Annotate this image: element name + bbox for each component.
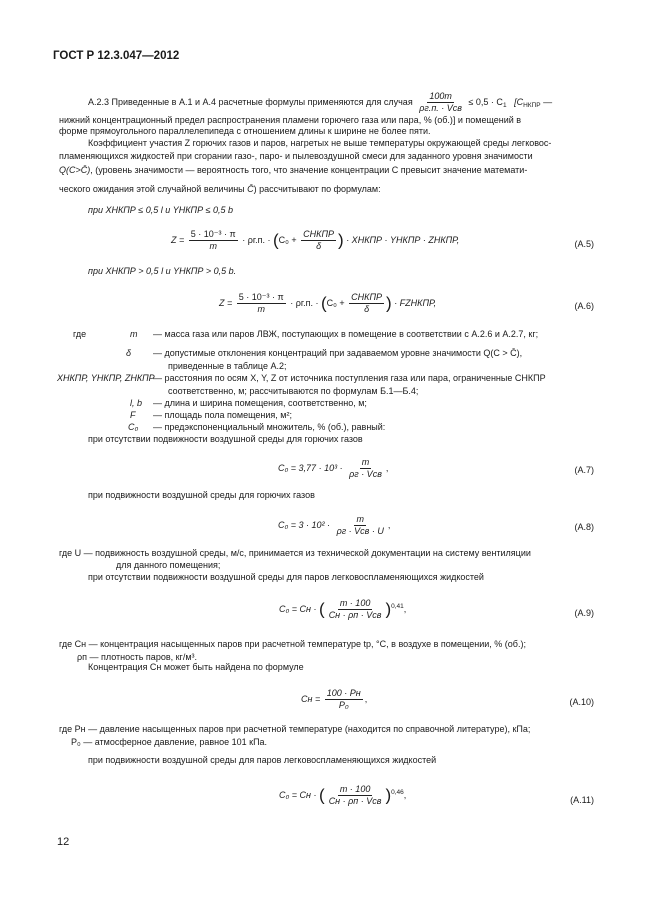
def-sym-xyz: XНКПР, YНКПР, ZНКПР [57, 373, 155, 383]
para2-line4 [59, 184, 381, 194]
conc-text: Концентрация Cн может быть найдена по формуле [88, 662, 304, 672]
eq6-label: (А.6) [574, 301, 594, 311]
equation-a8 [278, 514, 390, 537]
def-where: где [73, 329, 87, 339]
eq6-inner-num: CНКПР [351, 292, 382, 302]
cond-vap-move: при подвижности воздушной среды для паров легковоспламеняющихся жидкостей [88, 755, 437, 765]
page-number: 12 [57, 836, 70, 848]
eq10-num: 100 · Pн [326, 688, 361, 698]
para2-line2: пламеняющихся жидкостей при сгорании газо-, паро- и пылевоздушной смеси для заданного уровня значимости [59, 151, 533, 161]
significance-level: Q(C>C̄) [59, 165, 91, 175]
eq5-num: 5 · 10⁻³ · π [190, 229, 236, 239]
equation-a10 [301, 688, 367, 711]
eq11-den: Cн · ρп · Vсв [328, 796, 382, 806]
def-cn-1: где Cн — концентрация насыщенных паров при расчетной температуре tр, °С, в воздухе в помещении, % (об.); [59, 639, 526, 649]
eq8-label: (А.8) [574, 522, 594, 532]
eq6-mid: · ρг.п. · [290, 297, 319, 308]
def-text-f: — площадь пола помещения, м²; [153, 410, 292, 420]
para1-line1: А.2.3 Приведенные в А.1 и А.4 расчетные формулы применяются для случая $\frac{100m}{\text{ρг.п. · Vсв}}$ ≤ $0,5 \cdot C_1$ [$C_{НКПР}$ — [88, 91, 553, 113]
condition-1: при XНКПР ≤ 0,5 l и YНКПР ≤ 0,5 b [88, 205, 234, 215]
para1-line3: форме прямоугольного параллелепипеда с отношением длины к ширине не более пяти. [59, 126, 431, 136]
mean-symbol: C̄ [247, 184, 254, 194]
eq9-den: Cн · ρп · Vсв [328, 610, 382, 620]
eq11-fraction [327, 784, 384, 807]
eq5-label: (А.5) [574, 239, 594, 249]
eq6-inner-den: δ [364, 304, 370, 314]
def-text-lb: — длина и ширина помещения, соответственно, м; [153, 398, 367, 408]
eq8-den: ρг · Vсв · U [336, 526, 384, 536]
def-text-m: — масса газа или паров ЛВЖ, поступающих в помещение в соответствии с А.2.6 и А.2.7, кг; [153, 329, 539, 339]
para2-line1: Коэффициент участия Z горючих газов и паров, нагретых не выше температуры окружающей среды легковос- [88, 138, 552, 148]
eq5-inner-den: δ [316, 241, 322, 251]
eq7-den: ρг · Vсв [349, 469, 382, 479]
eq6-tail: · FZНКПР, [394, 297, 437, 308]
condition-fraction [417, 91, 464, 114]
eq9-num: m · 100 [339, 598, 371, 608]
eq5-inner-fraction [301, 229, 336, 252]
condition-2: при XНКПР > 0,5 l и YНКПР > 0,5 b. [88, 266, 237, 276]
condition-tail-sub: НКПР [523, 101, 541, 109]
document-header: ГОСТ Р 12.3.047—2012 [53, 50, 180, 62]
eq7-num: m [361, 457, 370, 467]
eq5-tail: · XНКПР · YНКПР · ZНКПР, [346, 234, 460, 245]
condition-denominator: ρг.п. · Vсв [419, 103, 462, 113]
def-text-delta: — допустимые отклонения концентраций при задаваемом уровне значимости Q(C > C̄), [153, 348, 523, 358]
eq11-exponent: 0,46 [391, 788, 404, 796]
eq6-fraction [237, 292, 286, 315]
def-text-xyz-2: соответственно, м; рассчитываются по формулам Б.1—Б.4; [168, 386, 419, 396]
para2-line4-end: ) рассчитывают по формулам: [253, 184, 381, 194]
eq11-num: m · 100 [339, 784, 371, 794]
eq9-tail: , [403, 603, 407, 614]
def-sym-f: F [130, 410, 136, 420]
eq7-fraction [347, 457, 384, 480]
def-text-c0: — предэкспоненциальный множитель, % (об.), равный: [153, 422, 386, 432]
eq10-den: P₀ [338, 700, 349, 710]
eq9-lhs: C₀ = Cн · [279, 603, 317, 614]
eq9-label: (А.9) [574, 608, 594, 618]
def-text-delta-2: приведенные в таблице А.2; [168, 361, 287, 371]
eq6-den: m [257, 304, 266, 314]
equation-a7 [278, 457, 388, 480]
equation-a6: Z = $\frac{\text{5 · 10⁻³ · π}}{m}$ · ρг.п. · (C₀ + $\frac{\text{CНКПР}}{\delta}$ ) · FZНКПР, [219, 292, 437, 314]
eq5-mid: · ρг.п. · [242, 234, 271, 245]
equation-a11: C₀ = Cн · ( $\frac{m \cdot 100}{\text{Cн · ρп · Vсв}}$ )$^{0,46}$, [279, 784, 407, 806]
equation-a9: C₀ = Cн · ( $\frac{m \cdot 100}{\text{Cн · ρп · Vсв}}$ )$^{0,41}$, [279, 598, 407, 620]
para2-line4-text: ческого ожидания этой случайной величины [59, 184, 245, 194]
eq9-fraction [327, 598, 384, 621]
eq10-label: (А.10) [569, 697, 594, 707]
eq8-lhs: C₀ = 3 · 10² · [278, 519, 331, 530]
def-u-1: где U — подвижность воздушной среды, м/с, принимается из технической документации на систему вентиляции [59, 548, 531, 558]
def-sym-delta: δ [126, 348, 132, 358]
eq10-lhs: Cн = [301, 693, 321, 704]
cond-gas-move: при подвижности воздушной среды для горючих газов [88, 490, 315, 500]
eq8-fraction [335, 514, 386, 537]
eq6-lhs: Z = [219, 297, 233, 308]
def-sym-lb: l, b [130, 398, 143, 408]
eq6-inner: C₀ + [326, 297, 345, 308]
condition-numerator: 100m [429, 91, 452, 101]
cond-gas-still: при отсутствии подвижности воздушной среды для горючих газов [88, 434, 363, 444]
eq9-exponent: 0,41 [391, 602, 404, 610]
eq5-inner-num: CНКПР [303, 229, 334, 239]
def-u-2: для данного помещения; [116, 560, 221, 570]
eq11-label: (А.11) [570, 795, 594, 805]
cond-vap-still: при отсутствии подвижности воздушной среды для паров легковоспламеняющихся жидкостей [88, 572, 484, 582]
eq11-tail: , [403, 789, 407, 800]
condition-tail-end: — [540, 96, 553, 107]
para1-start: А.2.3 Приведенные в А.1 и А.4 расчетные формулы применяются для случая [88, 96, 413, 107]
para2-line3 [59, 165, 527, 175]
eq10-fraction [325, 688, 363, 711]
eq7-lhs: C₀ = 3,77 · 10³ · [278, 462, 343, 473]
eq7-label: (А.7) [574, 465, 594, 475]
eq6-inner-fraction [349, 292, 384, 315]
def-cn-2: ρп — плотность паров, кг/м³. [77, 652, 198, 662]
para2-line3-text: , (уровень значимости — вероятность того, что значение концентрации C превысит значение математи- [90, 165, 528, 175]
equation-a5: Z = $\frac{\text{5 · 10⁻³ · π}}{m}$ · ρг.п. · (C₀ + $\frac{\text{CНКПР}}{\delta}$ ) · XНКПР · YНКПР · ZНКПР, [171, 229, 460, 251]
def-sym-m: m [130, 329, 138, 339]
para1-line2: нижний концентрационный предел распространения пламени горючего газа или пара, % (об.)] и помещений в [59, 115, 522, 125]
def-pn-2: P₀ — атмосферное давление, равное 101 кПа. [71, 737, 268, 747]
eq6-num: 5 · 10⁻³ · π [238, 292, 284, 302]
condition-tail: [C [514, 96, 524, 107]
condition-relation: ≤ 0,5 · C [468, 96, 503, 107]
eq8-tail: , [387, 519, 391, 530]
eq5-inner: C₀ + [278, 234, 297, 245]
eq7-tail: , [385, 462, 389, 473]
eq5-fraction [189, 229, 238, 252]
eq5-lhs: Z = [171, 234, 185, 245]
def-text-xyz: — расстояния по осям X, Y, Z от источника поступления газа или пара, ограниченные CНКПР [153, 373, 546, 383]
eq5-den: m [209, 241, 218, 251]
def-sym-c0: C₀ [128, 422, 139, 432]
eq10-tail: , [364, 693, 368, 704]
eq11-lhs: C₀ = Cн · [279, 789, 317, 800]
def-pn-1: где Pн — давление насыщенных паров при расчетной температуре (находится по справочной литературе), кПа; [59, 724, 531, 734]
eq8-num: m [356, 514, 364, 524]
